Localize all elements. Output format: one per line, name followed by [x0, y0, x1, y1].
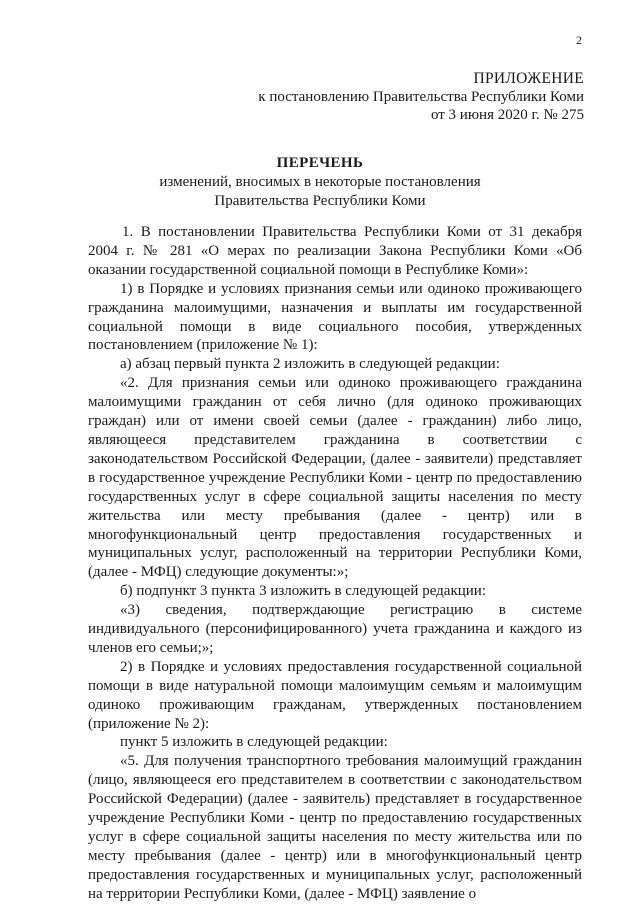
paragraph-4: «2. Для признания семьи или одиноко проживающего гражданина малоимущими гражданин от себя лично (для одиноко проживающих граждан) или от имени своей семьи (далее - гражданин) либо лицо, являющееся представителем гражданина в соответствии с законодательством Российской Федерации, (далее - заявители) представляет в государственное учреждение Республики Коми - центр по предоставлению государственных услуг в сфере социальной защиты населения по месту жительства или месту пребывания (далее - центр) или в многофункциональный центр предоставления государственных и муниципальных услуг, расположенный на территории Республики Коми, (далее - МФЦ) следующие документы:»; [88, 375, 582, 581]
appendix-label: ПРИЛОЖЕНИЕ [473, 70, 584, 87]
paragraph-5: б) подпункт 3 пункта 3 изложить в следующей редакции: [120, 583, 486, 600]
paragraph-8: пункт 5 изложить в следующей редакции: [120, 734, 388, 751]
paragraph-1: 1. В постановлении Правительства Республики Коми от 31 декабря 2004 г. № 281 «О мерах по реализации Закона Республики Коми «Об оказании государственной социальной помощи в Республике Коми»: [88, 224, 582, 278]
paragraph-9: «5. Для получения транспортного требования малоимущий гражданин (лицо, являющееся его представителем в соответствии с законодательством Российской Федерации) (далее - заявитель) представляет в государственное учреждение Республики Коми - центр по предоставлению государственных услуг в сфере социальной защиты населения по месту жительства или по месту пребывания (далее - центр) или в многофункциональный центр предоставления государственных и муниципальных услуг, расположенный на территории Республики Коми, (далее - МФЦ) заявление о [88, 753, 582, 902]
paragraph-3: а) абзац первый пункта 2 изложить в следующей редакции: [120, 356, 500, 373]
resolution-date: от 3 июня 2020 г. № 275 [430, 107, 584, 123]
document-body [88, 223, 582, 904]
appendix-header [258, 70, 584, 124]
document-subtitle-line-2: Правительства Республики Коми [214, 193, 426, 209]
page-number: 2 [576, 33, 582, 47]
document-subtitle-line-1: изменений, вносимых в некоторые постановления [159, 174, 481, 190]
document-title-block [0, 154, 640, 211]
paragraph-6: «3) сведения, подтверждающие регистрацию в системе индивидуального (персонифицированного) учета гражданина и каждого из членов его семьи;»; [88, 602, 582, 656]
resolution-reference: к постановлению Правительства Республики Коми [258, 89, 584, 105]
paragraph-7: 2) в Порядке и условиях предоставления государственной социальной помощи в виде натуральной помощи малоимущим семьям и малоимущим одиноко проживающим гражданам, утвержденных постановлением (приложение № 2): [88, 658, 582, 732]
paragraph-2: 1) в Порядке и условиях признания семьи или одиноко проживающего гражданина малоимущими, назначения и выплаты им государственной социальной помощи в виде социального пособия, утвержденных постановлением (приложение № 1): [88, 280, 582, 354]
document-title: ПЕРЕЧЕНЬ [276, 155, 364, 171]
